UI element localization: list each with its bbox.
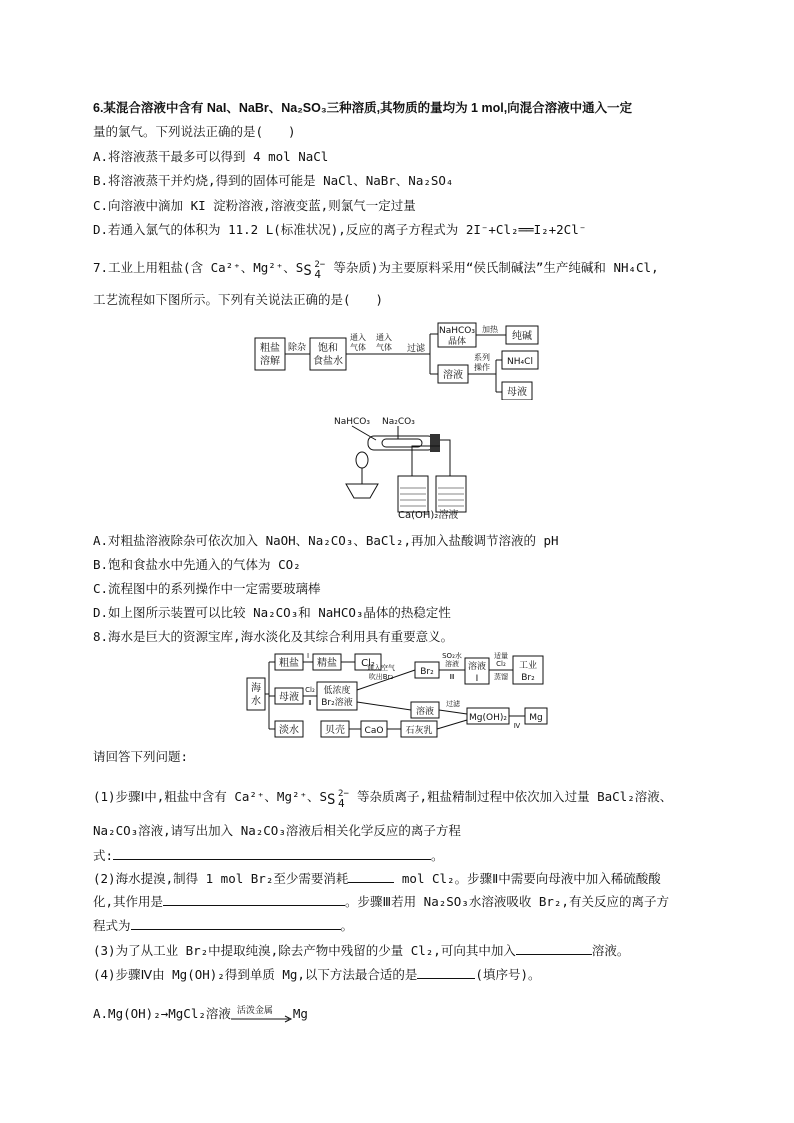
q7-stem-part1: 7.工业上用粗盐(含 Ca²⁺、Mg²⁺、S [93, 260, 304, 275]
svg-text:Cl₂: Cl₂ [305, 686, 315, 694]
svg-text:石灰乳: 石灰乳 [405, 726, 433, 736]
q7-option-a: A.对粗盐溶液除杂可依次加入 NaOH、Na₂CO₃、BaCl₂,再加入盐酸调节溶液的 pH [93, 533, 559, 548]
q8-flow-diagram [245, 650, 555, 742]
svg-text:SO₂水: SO₂水 [442, 652, 462, 660]
svg-text:Ⅳ: Ⅳ [513, 722, 521, 730]
svg-text:Cl₂: Cl₂ [496, 660, 506, 668]
q7-option-b: B.饱和食盐水中先通入的气体为 CO₂ [93, 557, 301, 572]
svg-text:操作: 操作 [474, 363, 490, 372]
answer-blank-2[interactable] [348, 868, 394, 883]
sulfate-ion-formula: S 2− 4 [327, 788, 349, 810]
svg-text:Br₂: Br₂ [420, 667, 434, 677]
arrow-with-condition: 活泼金属 [231, 1007, 293, 1023]
svg-text:通入: 通入 [350, 333, 366, 342]
svg-text:溶液: 溶液 [467, 662, 487, 672]
svg-text:晶体: 晶体 [447, 337, 467, 347]
q8-part4: (4)步骤Ⅳ由 Mg(OH)₂得到单质 Mg,以下方法最合适的是 (填序号)。 [93, 964, 540, 985]
svg-text:饱和: 饱和 [318, 343, 338, 354]
answer-blank-3[interactable] [163, 891, 345, 906]
q8-stem: 8.海水是巨大的资源宝库,海水淡化及其综合利用具有重要意义。 [93, 629, 454, 644]
sulfate-ion-formula: S 2− 4 [303, 259, 326, 281]
svg-text:气体: 气体 [376, 343, 392, 352]
q6-option-a: A.将溶液蒸干最多可以得到 4 mol NaCl [93, 149, 329, 164]
svg-text:Ⅱ: Ⅱ [308, 699, 312, 707]
svg-text:气体: 气体 [350, 343, 366, 352]
q8-part1-line2: Na₂CO₃溶液,请写出加入 Na₂CO₃溶液后相关化学反应的离子方程 [93, 823, 461, 838]
svg-text:溶解: 溶解 [260, 356, 280, 367]
q8-option-a: A.Mg(OH)₂→MgCl₂溶液 活泼金属 Mg [93, 1005, 308, 1021]
svg-text:低浓度: 低浓度 [323, 686, 351, 696]
svg-text:通入空气: 通入空气 [367, 664, 395, 672]
svg-text:Mg(OH)₂: Mg(OH)₂ [469, 713, 507, 723]
q6-option-c: C.向溶液中滴加 KI 淀粉溶液,溶液变蓝,则氯气一定过量 [93, 198, 416, 213]
svg-text:水: 水 [251, 696, 261, 707]
svg-text:NH₄Cl: NH₄Cl [507, 357, 533, 367]
svg-text:系列: 系列 [474, 353, 490, 362]
q8-part2-line2: 化,其作用是 。步骤Ⅲ若用 Na₂SO₃水溶液吸收 Br₂,有关反应的离子方 [93, 891, 669, 912]
svg-text:溶液: 溶液 [415, 707, 435, 717]
svg-text:加热: 加热 [482, 325, 498, 334]
q6-stem-line1: 6.某混合溶液中含有 NaI、NaBr、Na₂SO₃三种溶质,其物质的量均为 1 mol,向混合溶液中通入一定 [93, 101, 633, 115]
q7-stem-line2: 工艺流程如下图所示。下列有关说法正确的是( ) [93, 292, 384, 307]
q8-part3: (3)为了从工业 Br₂中提取纯溴,除去产物中残留的少量 Cl₂,可向其中加入 溶液。 [93, 940, 629, 961]
svg-text:粗盐: 粗盐 [260, 343, 280, 354]
svg-text:适量: 适量 [494, 652, 508, 660]
q7-stem-part2: 等杂质)为主要原料采用“侯氏制碱法”生产纯碱和 NH₄Cl, [333, 260, 659, 275]
svg-text:通入: 通入 [376, 333, 392, 342]
svg-text:Mg: Mg [529, 713, 543, 723]
svg-text:纯碱: 纯碱 [512, 331, 532, 342]
answer-blank-6[interactable] [417, 964, 475, 979]
answer-blank-5[interactable] [516, 940, 592, 955]
q6-stem-line2: 量的氯气。下列说法正确的是( ) [93, 124, 296, 139]
svg-text:Cl₂: Cl₂ [361, 658, 375, 669]
svg-text:NaHCO₃: NaHCO₃ [334, 417, 370, 427]
svg-text:母液: 母液 [279, 692, 299, 703]
svg-text:Ⅰ: Ⅰ [475, 674, 479, 684]
svg-text:淡水: 淡水 [279, 725, 299, 736]
stopper [430, 434, 440, 452]
svg-text:蒸馏: 蒸馏 [494, 673, 508, 681]
q8-part1-line3: 式: 。 [93, 845, 444, 866]
answer-blank-4[interactable] [131, 915, 341, 930]
svg-text:溶液: 溶液 [445, 660, 459, 668]
svg-text:溶液: 溶液 [443, 370, 463, 381]
svg-text:吹出Br₂: 吹出Br₂ [368, 673, 394, 681]
svg-text:海: 海 [251, 683, 261, 694]
q6-option-d: D.若通入氯气的体积为 11.2 L(标准状况),反应的离子方程式为 2I⁻+Cl₂══I₂+2Cl⁻ [93, 222, 587, 237]
apparatus-label-caoh2: Ca(OH)₂溶液 [398, 510, 459, 521]
q8-part1-line1: (1)步骤Ⅰ中,粗盐中含有 Ca²⁺、Mg²⁺、S S 2− 4 等杂质离子,粗盐精制过程中依次加入过量 BaCl₂溶液、 [93, 788, 673, 810]
svg-text:除杂: 除杂 [287, 343, 307, 353]
svg-text:过滤: 过滤 [406, 344, 426, 354]
svg-text:Br₂溶液: Br₂溶液 [321, 698, 353, 708]
svg-text:精盐: 精盐 [317, 658, 337, 669]
q7-option-c: C.流程图中的系列操作中一定需要玻璃棒 [93, 581, 321, 596]
svg-text:粗盐: 粗盐 [279, 658, 299, 669]
stand-icon [346, 484, 378, 498]
svg-text:过滤: 过滤 [446, 700, 460, 708]
svg-text:食盐水: 食盐水 [313, 356, 343, 367]
svg-text:Na₂CO₃: Na₂CO₃ [382, 417, 415, 427]
q6-option-b: B.将溶液蒸干并灼烧,得到的固体可能是 NaCl、NaBr、Na₂SO₄ [93, 173, 454, 188]
q7-flow-diagram [250, 320, 550, 400]
q8-prompt: 请回答下列问题: [93, 749, 189, 764]
svg-text:NaHCO₃: NaHCO₃ [439, 326, 475, 336]
q7-option-d: D.如上图所示装置可以比较 Na₂CO₃和 NaHCO₃晶体的热稳定性 [93, 605, 451, 620]
svg-text:贝壳: 贝壳 [325, 725, 345, 736]
answer-blank-1[interactable] [113, 845, 431, 860]
svg-text:母液: 母液 [507, 387, 527, 398]
q8-part2-line1: (2)海水提溴,制得 1 mol Br₂至少需要消耗 mol Cl₂。步骤Ⅱ中需要向母液中加入稀硫酸酸 [93, 868, 661, 889]
svg-text:CaO: CaO [364, 726, 384, 736]
svg-text:Ⅰ: Ⅰ [306, 652, 310, 660]
svg-text:Ⅲ: Ⅲ [449, 673, 455, 681]
q8-part2-line3: 程式为 。 [93, 915, 353, 936]
q7-stem-line1 [93, 258, 659, 279]
svg-text:Br₂: Br₂ [521, 673, 535, 683]
flame-icon [356, 452, 368, 468]
svg-text:工业: 工业 [518, 661, 538, 671]
